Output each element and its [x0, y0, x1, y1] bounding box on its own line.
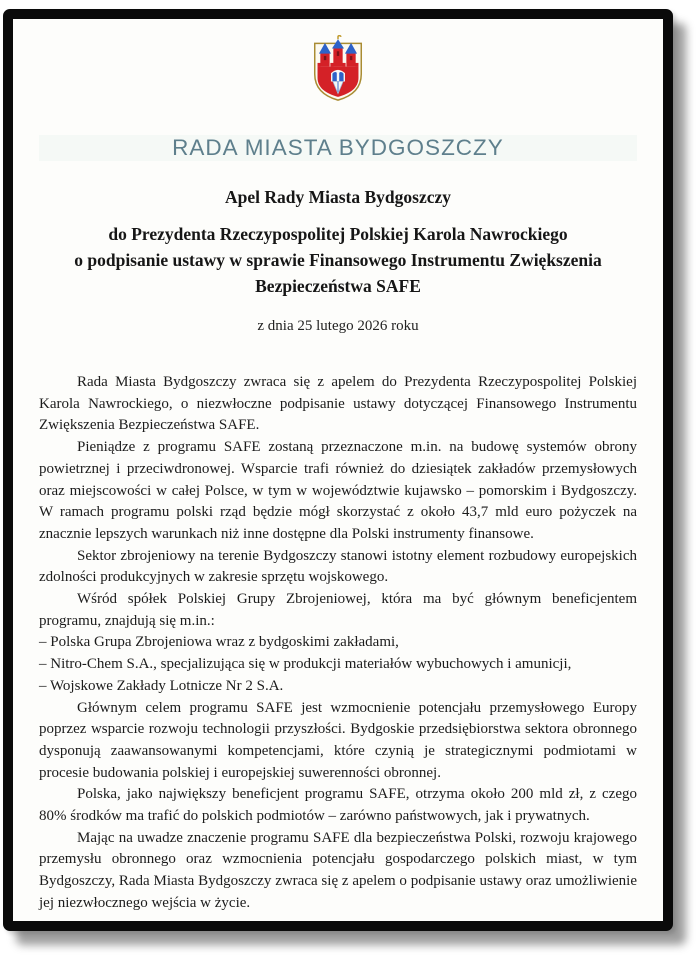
list-item-1: – Polska Grupa Zbrojeniowa wraz z bydgoskimi zakładami, — [39, 634, 399, 651]
list-item-2: – Nitro-Chem S.A., specjalizująca się w produkcji materiałów wybuchowych i amunicji, — [39, 656, 572, 673]
appeal-title-block — [39, 221, 637, 299]
list-item-3: – Wojskowe Zakłady Lotnicze Nr 2 S.A. — [39, 677, 284, 694]
appeal-title-line-3: o podpisanie ustawy w sprawie Finansowego Instrumentu Zwiększenia — [74, 250, 602, 270]
paragraph-3: Sektor zbrojeniowy na terenie Bydgoszczy stanowi istotny element rozbudowy europejskich zdolności produkcyjnych w zakresie sprzętu wojskowego. — [39, 547, 637, 586]
paragraph-1: Rada Miasta Bydgoszczy zwraca się z apelem do Prezydenta Rzeczypospolitej Polskiej Karola Nawrockiego, o niezwłoczne podpisanie ustawy dotyczącej Finansowego Instrumentu Zwiększenia Bezpieczeństwa SAFE. — [39, 374, 637, 434]
paragraph-4: Wśród spółek Polskiej Grupy Zbrojeniowej, która ma być głównym beneficjentem programu, znajdują się m.in.: — [39, 591, 637, 629]
appeal-title-line-2: do Prezydenta Rzeczypospolitej Polskiej Karola Nawrockiego — [108, 224, 568, 244]
appeal-title-line-4: Bezpieczeństwa SAFE — [255, 276, 421, 296]
paragraph-5: Głównym celem programu SAFE jest wzmocnienie potencjału przemysłowego Europy poprzez wsparcie rozwoju technologii przyszłości. Bydgoskie przedsiębiorstwa sektora obronnego dysponują zaawansowanymi kompetencjami, które czynią je strategicznymi podmiotami w procesie budowania polskiej i europejskiej suwerenności obronnej. — [39, 699, 637, 781]
document-frame — [3, 9, 673, 931]
paragraph-6: Polska, jako największy beneficjent programu SAFE, otrzyma około 200 mld zł, z czego 80% środków ma trafić do polskich podmiotów – zarówno państwowych, jak i prywatnych. — [39, 786, 637, 825]
paragraph-2: Pieniądze z programu SAFE zostaną przeznaczone m.in. na budowę systemów obrony powietrznej i przeciwdronowej. Wsparcie trafi również do dziesiątek zakładów przemysłowych oraz miejscowości w całej Polsce, w tym w województwie kujawsko – pomorskim i Bydgoszczy. W ramach programu polski rząd będzie mógł skorzystać z około 43,7 mld euro pożyczek na znacznie lepszych warunkach niż inne dostępne dla Polski instrumenty finansowe. — [39, 439, 637, 542]
appeal-title-line-1: Apel Rady Miasta Bydgoszczy — [224, 187, 452, 207]
document-page — [13, 19, 663, 921]
document-body — [39, 372, 637, 915]
bydgoszcz-coat-of-arms-icon — [310, 35, 366, 102]
document-date: z dnia 25 lutego 2026 roku — [257, 318, 419, 334]
paragraph-7: Mając na uwadze znaczenie programu SAFE dla bezpieczeństwa Polski, rozwoju krajowego przemysłu obronnego oraz wzmocnienia potencjału gospodarczego polskich miast, w tym Bydgoszczy, Rada Miasta Bydgoszczy zwraca się z apelem o podpisanie ustawy oraz umożliwienie jej niezwłocznego wejścia w życie. — [39, 829, 637, 911]
org-name: RADA MIASTA BYDGOSZCZY — [39, 135, 637, 161]
